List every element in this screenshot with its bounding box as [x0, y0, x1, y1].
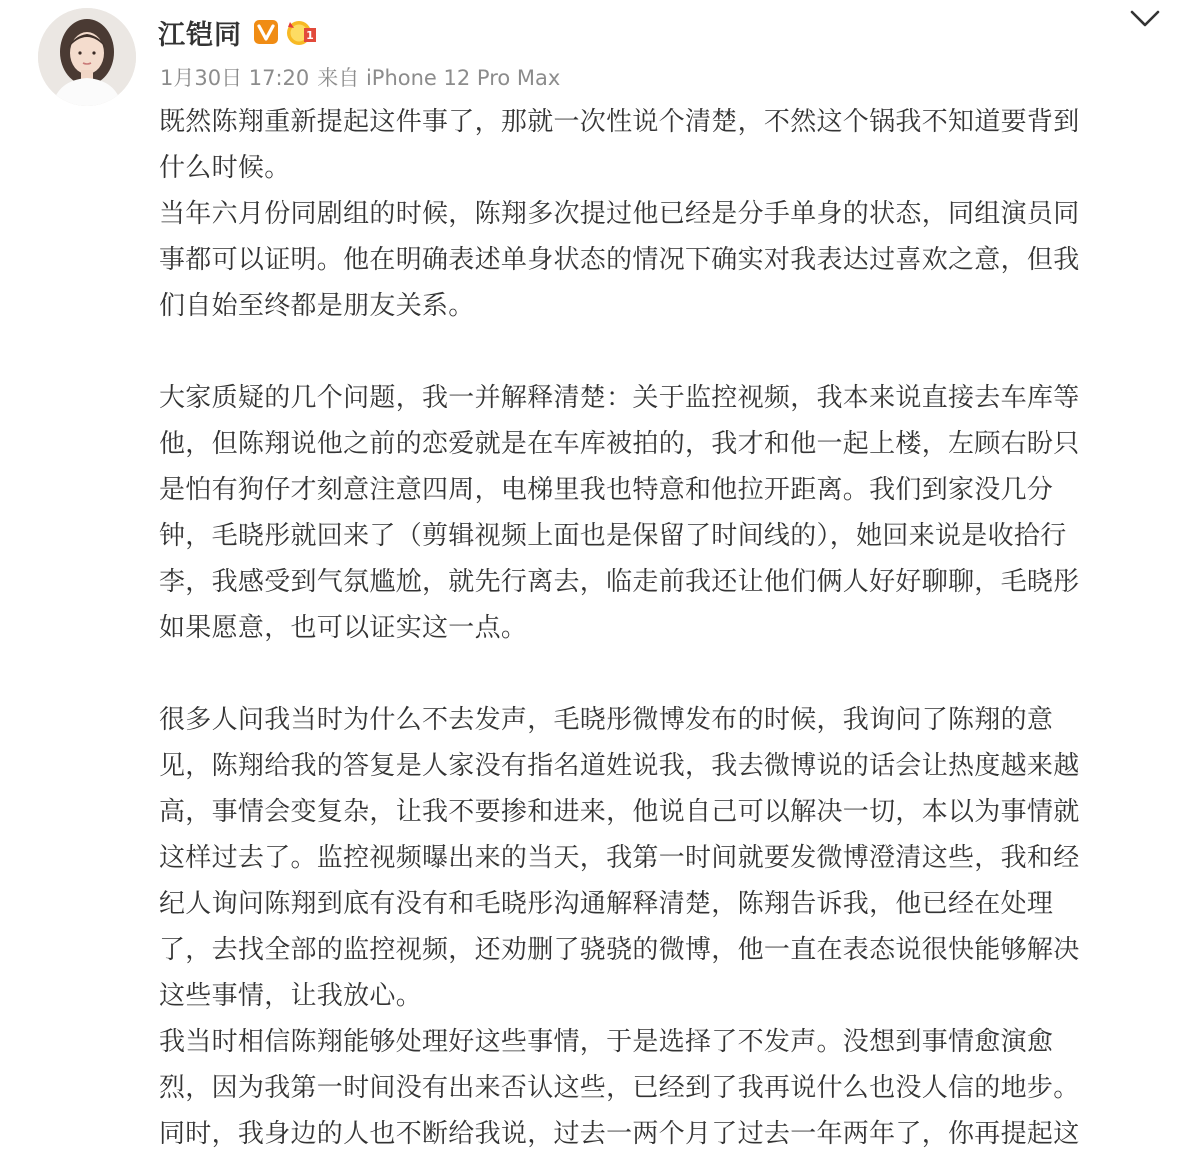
post-text-line: 当年六月份同剧组的时候，陈翔多次提过他已经是分手单身的状态，同组演员同	[159, 199, 1080, 229]
post-text-line: 了，去找全部的监控视频，还劝删了骁骁的微博，他一直在表态说很快能够解决	[159, 935, 1080, 965]
author-name[interactable]: 江铠同	[158, 19, 242, 51]
post-text-line: 很多人问我当时为什么不去发声，毛晓彤微博发布的时候，我询问了陈翔的意	[159, 705, 1054, 735]
avatar-portrait-icon	[38, 8, 136, 106]
post-meta	[160, 62, 560, 92]
fan-level-badge-icon[interactable]	[284, 17, 318, 47]
post-text-line: 见，陈翔给我的答复是人家没有指名道姓说我，我去微博说的话会让热度越来越	[159, 751, 1080, 781]
post-text-line: 烈，因为我第一时间没有出来否认这些，已经到了我再说什么也没人信的地步。	[159, 1073, 1080, 1103]
post-text-line: 高，事情会变复杂，让我不要掺和进来，他说自己可以解决一切，本以为事情就	[159, 797, 1080, 827]
post-text-line: 既然陈翔重新提起这件事了，那就一次性说个清楚，不然这个锅我不知道要背到	[159, 107, 1080, 137]
post-text-line: 我当时相信陈翔能够处理好这些事情，于是选择了不发声。没想到事情愈演愈	[159, 1027, 1054, 1057]
post-text-line: 李，我感受到气氛尴尬，就先行离去，临走前我还让他们俩人好好聊聊，毛晓彤	[159, 567, 1080, 597]
paragraph-spacer	[159, 329, 1144, 375]
post-text-line: 是怕有狗仔才刻意注意四周，电梯里我也特意和他拉开距离。我们到家没几分	[159, 475, 1054, 505]
post-text-line: 这样过去了。监控视频曝出来的当天，我第一时间就要发微博澄清这些，我和经	[159, 843, 1080, 873]
post-timestamp[interactable]: 1月30日 17:20	[160, 66, 310, 90]
avatar[interactable]	[38, 8, 136, 106]
post-text-line: 同时，我身边的人也不断给我说，过去一两个月了过去一年两年了，你再提起这	[159, 1119, 1080, 1149]
post-source: 来自 iPhone 12 Pro Max	[317, 66, 561, 90]
svg-text:1: 1	[306, 29, 314, 42]
post-text-line: 如果愿意，也可以证实这一点。	[159, 613, 528, 643]
post-text-line: 们自始至终都是朋友关系。	[159, 291, 475, 321]
chevron-down-icon[interactable]	[1128, 6, 1162, 30]
post-text-line: 纪人询问陈翔到底有没有和毛晓彤沟通解释清楚，陈翔告诉我，他已经在处理	[159, 889, 1054, 919]
post-text-line: 事都可以证明。他在明确表述单身状态的情况下确实对我表达过喜欢之意，但我	[159, 245, 1080, 275]
post-text-line: 大家质疑的几个问题，我一并解释清楚：关于监控视频，我本来说直接去车库等	[159, 383, 1080, 413]
post-text-line: 什么时候。	[159, 153, 291, 183]
post-text-line: 钟，毛晓彤就回来了（剪辑视频上面也是保留了时间线的），她回来说是收拾行	[159, 521, 1067, 551]
verified-v-badge-icon[interactable]	[254, 20, 278, 44]
author-row	[158, 12, 318, 52]
paragraph-spacer	[159, 651, 1144, 697]
post-text-line: 这些事情，让我放心。	[159, 981, 423, 1011]
post-text-line: 他，但陈翔说他之前的恋爱就是在车库被拍的，我才和他一起上楼，左顾右盼只	[159, 429, 1080, 459]
post-text	[159, 99, 1144, 1157]
